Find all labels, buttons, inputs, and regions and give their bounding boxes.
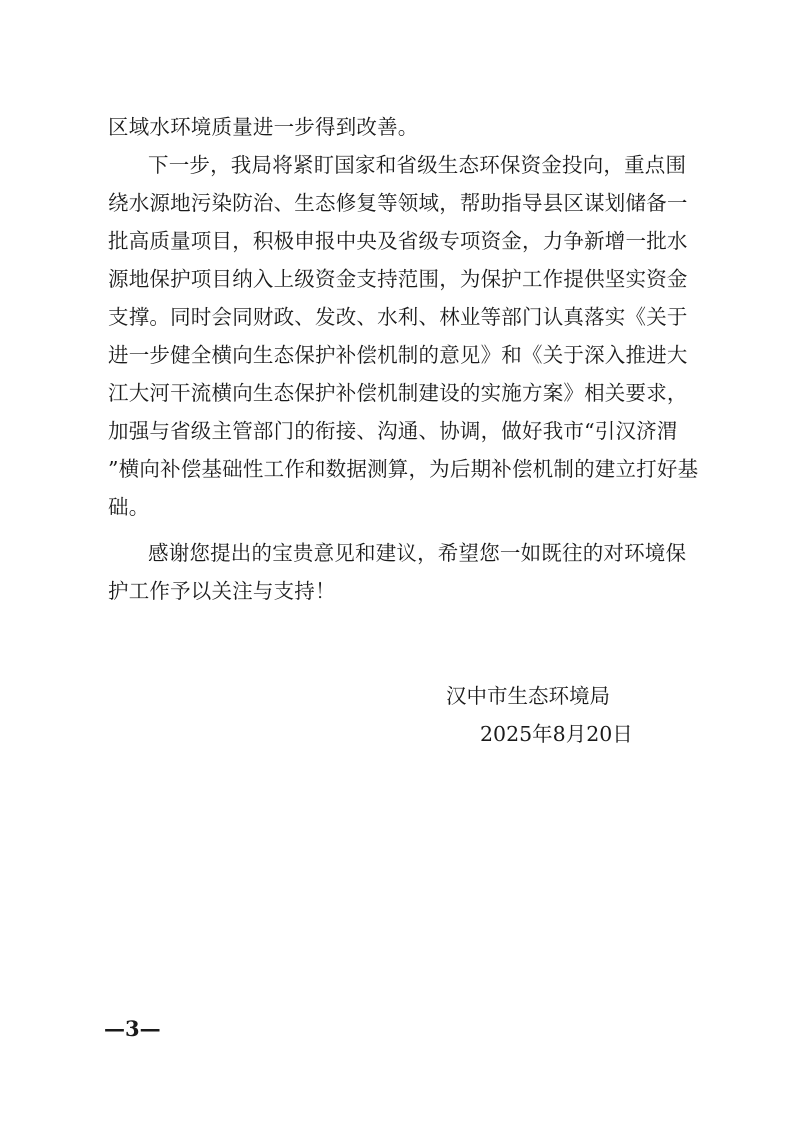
- paragraph-line: 源地保护项目纳入上级资金支持范围，为保护工作提供坚实资金: [108, 267, 688, 291]
- paragraph-line: 础。: [108, 495, 150, 519]
- paragraph-line: ”横向补偿基础性工作和数据测算，为后期补偿机制的建立打好基: [108, 457, 699, 481]
- paragraph-line: 批高质量项目，积极申报中央及省级专项资金，力争新增一批水: [108, 229, 688, 253]
- page-number: —3—: [104, 1016, 161, 1041]
- paragraph-line: 支撑。同时会同财政、发改、水利、林业等部门认真落实《关于: [108, 305, 688, 329]
- paragraph-line: 护工作予以关注与支持！: [108, 579, 336, 603]
- paragraph-line: 感谢您提出的宝贵意见和建议，希望您一如既往的对环境保: [148, 541, 687, 565]
- paragraph-line: 绕水源地污染防治、生态修复等领域，帮助指导县区谋划储备一: [108, 191, 688, 215]
- paragraph-line: 区域水环境质量进一步得到改善。: [108, 115, 419, 139]
- signature-organization: 汉中市生态环境局: [446, 684, 610, 708]
- paragraph-line: 下一步，我局将紧盯国家和省级生态环保资金投向，重点围: [148, 153, 687, 177]
- signature-date: 2025年8月20日: [480, 722, 633, 746]
- paragraph-line: 进一步健全横向生态保护补偿机制的意见》和《关于深入推进大: [108, 343, 688, 367]
- paragraph-line: 加强与省级主管部门的衔接、沟通、协调，做好我市“引汉济渭: [108, 419, 678, 443]
- paragraph-line: 江大河干流横向生态保护补偿机制建设的实施方案》相关要求，: [108, 381, 688, 405]
